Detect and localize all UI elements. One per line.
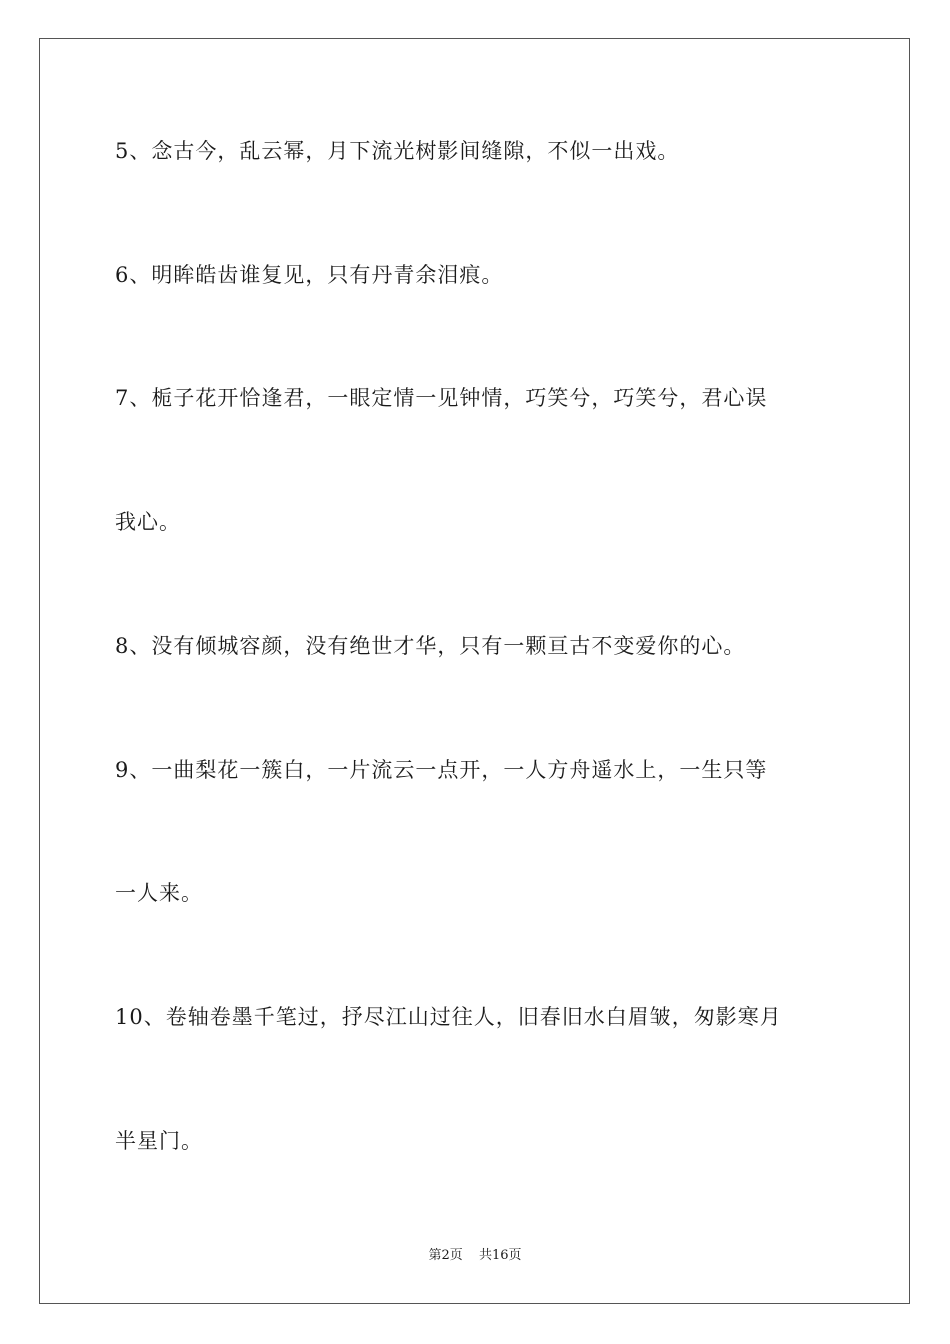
text-line-7-cont: 我心。: [115, 510, 181, 534]
text-line-8: 8、没有倾城容颜，没有绝世才华，只有一颗亘古不变爱你的心。: [115, 634, 746, 658]
text-line-10-cont: 半星门。: [115, 1129, 203, 1153]
page-footer: [0, 1247, 950, 1265]
page-total: 共16页: [478, 1248, 522, 1263]
text-line-5: 5、念古今，乱云幂，月下流光树影间缝隙，不似一出戏。: [115, 139, 680, 163]
text-line-10: 10、卷轴卷墨千笔过，抒尽江山过往人，旧春旧水白眉皱，匆影寒月: [115, 1005, 782, 1029]
page-border: [39, 38, 910, 1304]
text-line-6: 6、明眸皓齿谁复见，只有丹青余泪痕。: [115, 263, 504, 287]
text-line-9-cont: 一人来。: [115, 881, 203, 905]
text-line-7: 7、栀子花开恰逢君，一眼定情一见钟情，巧笑兮，巧笑兮，君心误: [115, 386, 768, 410]
page-number: 第2页: [428, 1248, 463, 1263]
text-line-9: 9、一曲梨花一簇白，一片流云一点开，一人方舟遥水上，一生只等: [115, 758, 768, 782]
